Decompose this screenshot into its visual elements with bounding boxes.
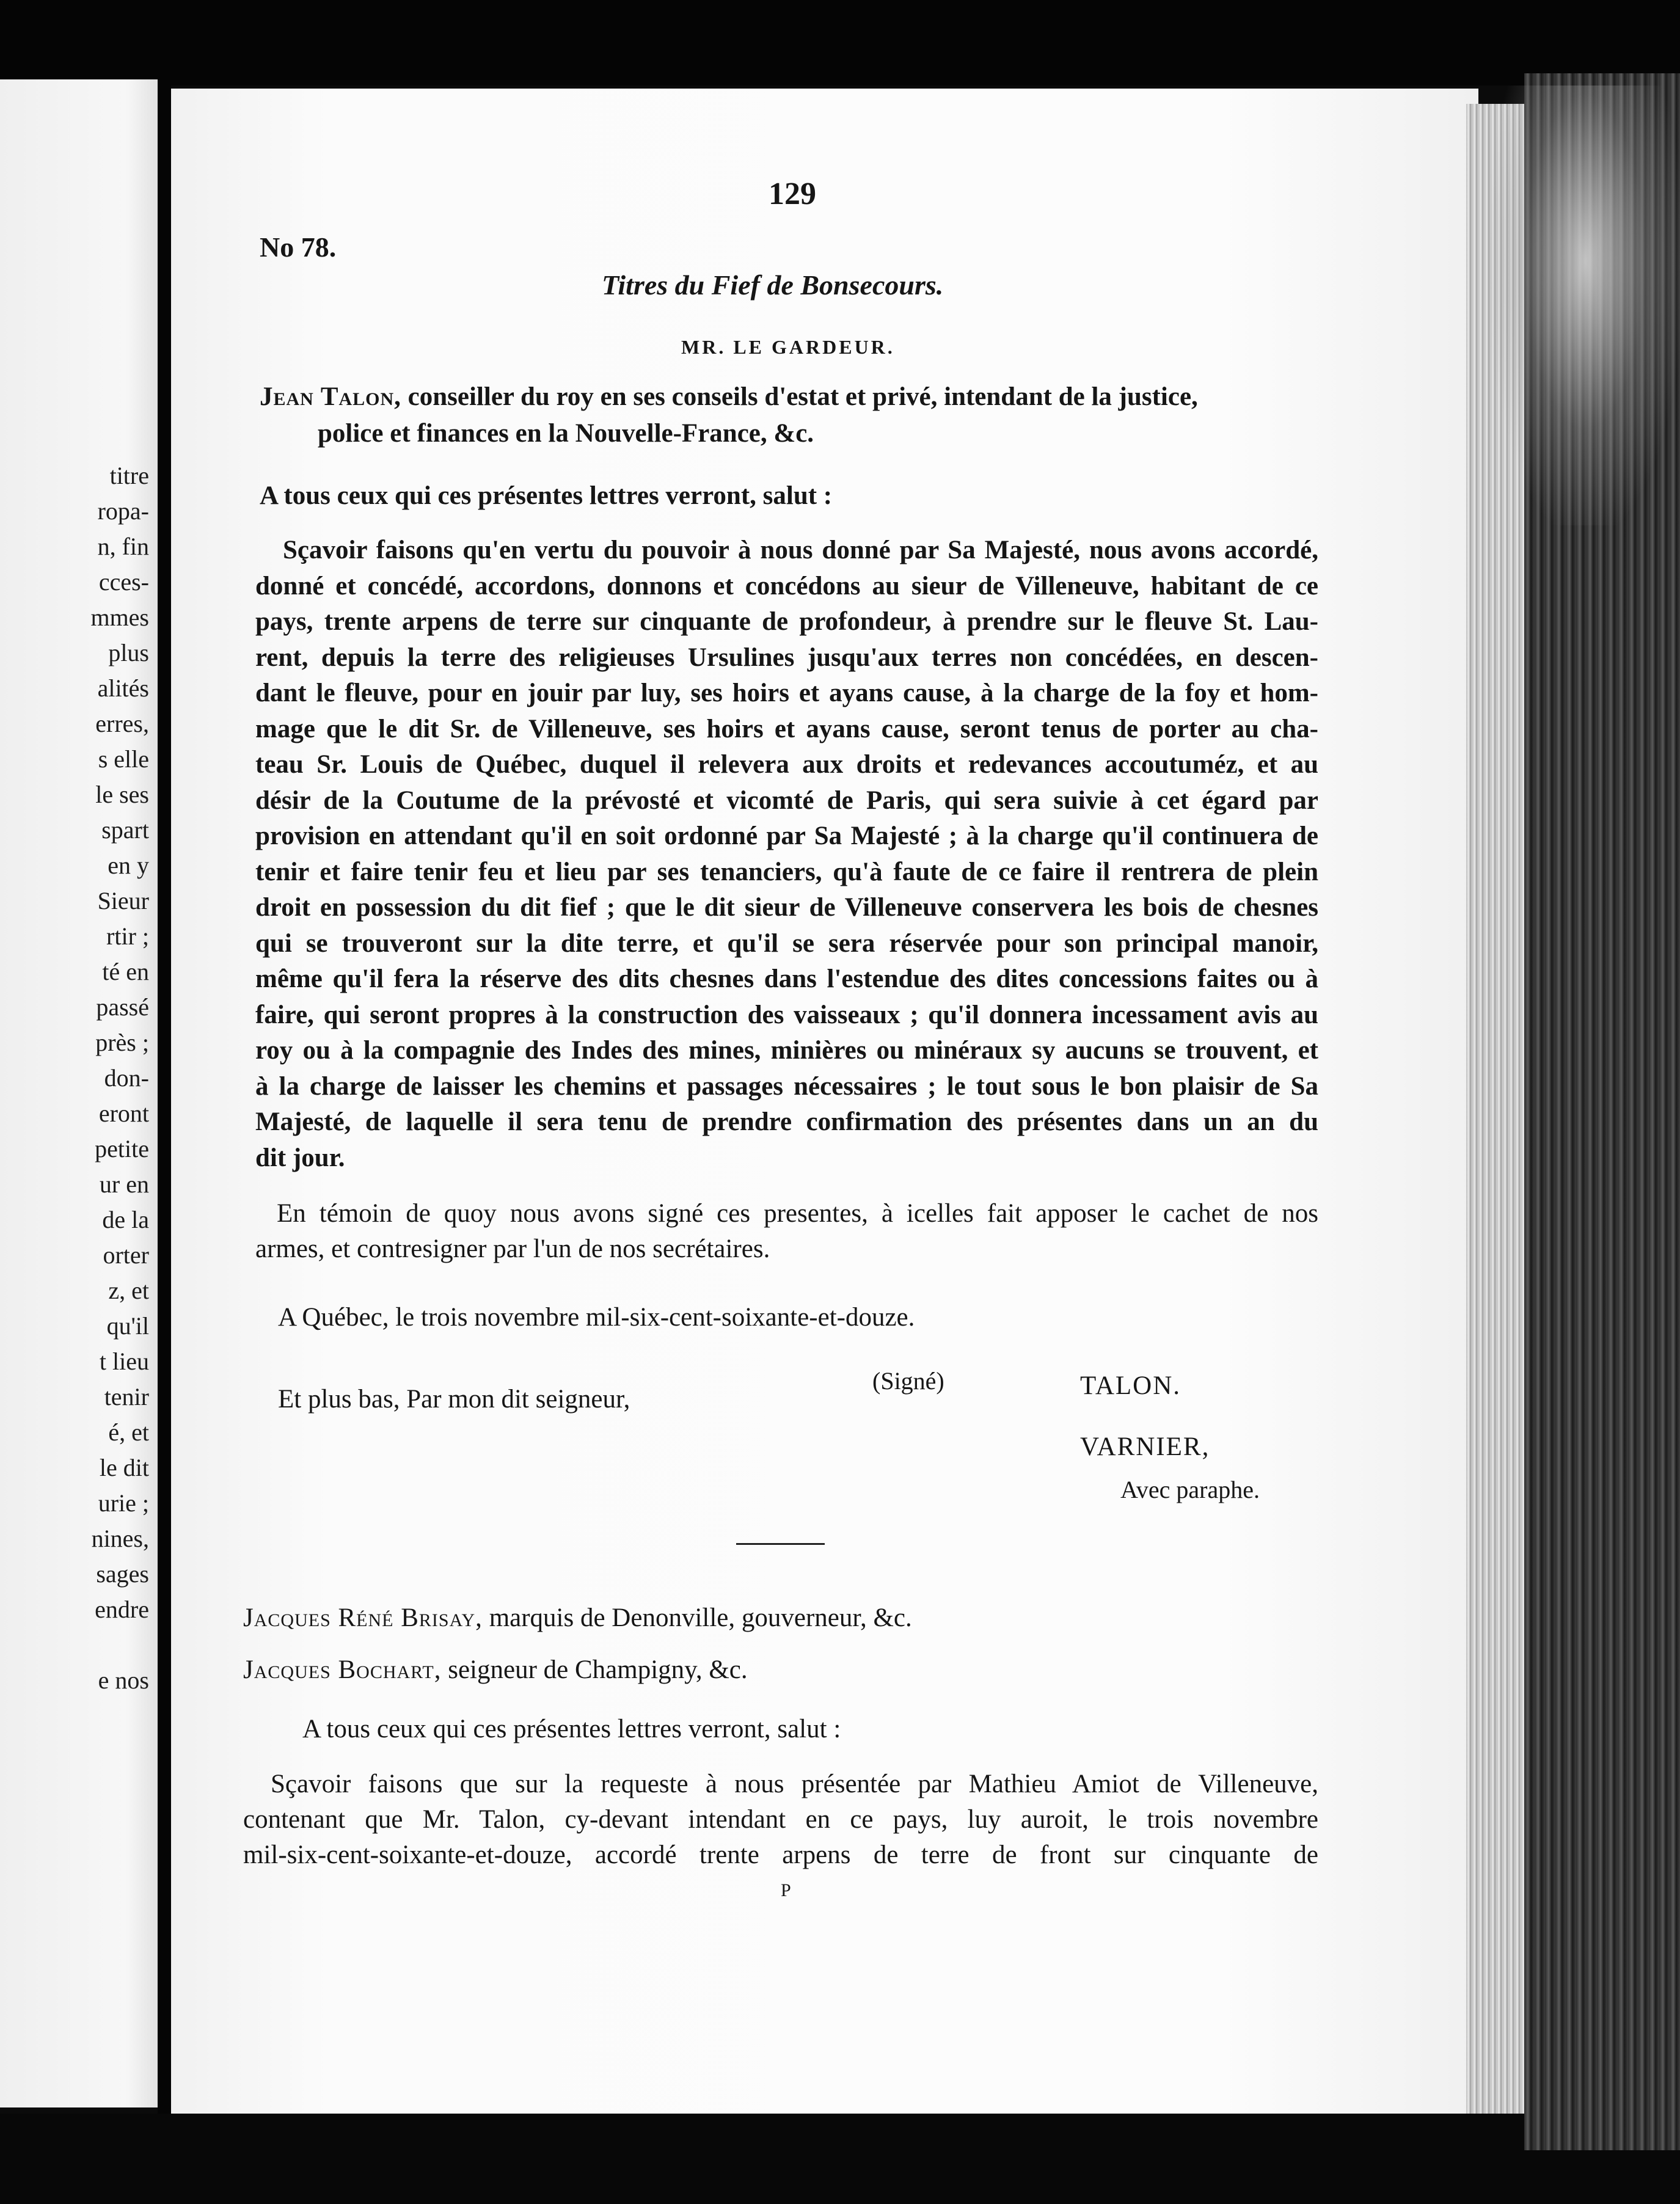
- witness-line: En témoin de quoy nous avons signé ces presentes, à icelles fait apposer le cachet de nos: [277, 1199, 1318, 1228]
- document-number: No 78.: [260, 232, 337, 263]
- signer-name: TALON.: [1080, 1371, 1181, 1400]
- facing-page-fragment: sages: [96, 1560, 149, 1588]
- body-line: teau Sr. Louis de Québec, duquel il relevera aux droits et redevances accoutuméz, et au: [255, 750, 1318, 779]
- page-number: 129: [769, 177, 816, 211]
- facing-page-fragment: ur en: [99, 1170, 149, 1198]
- facing-page-fragment: alités: [97, 674, 149, 702]
- intendant-title: seigneur de Champigny, &c.: [448, 1655, 748, 1684]
- scan-bottom-border: [0, 2114, 1680, 2204]
- facing-page-fragment: qu'il: [106, 1312, 149, 1340]
- witness-line: armes, et contresigner par l'un de nos secrétaires.: [255, 1235, 770, 1263]
- governor-title: marquis de Denonville, gouverneur, &c.: [489, 1604, 912, 1632]
- facing-page-fragment: rtir ;: [106, 922, 149, 950]
- body-line: dant le fleuve, pour en jouir par luy, ses hoirs et ayans cause, à la charge de la foy et hom-: [255, 679, 1318, 707]
- facing-page-fragment: de la: [102, 1206, 149, 1233]
- facing-page-fragment: eront: [98, 1100, 149, 1127]
- signature-mark: P: [781, 1880, 791, 1900]
- salutation-1: A tous ceux qui ces présentes lettres verront, salut :: [260, 481, 833, 510]
- intendant-line: [243, 1652, 748, 1688]
- body-line: Sçavoir faisons qu'en vertu du pouvoir à nous donné par Sa Majesté, nous avons accordé,: [283, 536, 1318, 564]
- facing-page-fragment: cces-: [98, 568, 149, 596]
- body-line: faire, qui seront propres à la construction des vaisseaux ; qu'il donnera incessament avis au: [255, 1000, 1318, 1029]
- grant-body: [255, 533, 1318, 1176]
- salutation-2: A tous ceux qui ces présentes lettres verront, salut :: [302, 1715, 841, 1743]
- facing-page-fragment: n, fin: [97, 533, 149, 560]
- body-line: pays, trente arpens de terre sur cinquante de profondeur, à prendre sur le fleuve St. Lau-: [255, 607, 1318, 636]
- signe-label: (Signé): [872, 1367, 944, 1395]
- facing-page-fragment: le dit: [99, 1454, 149, 1481]
- body-line: provision en attendant qu'il en soit ordonné par Sa Majesté ; à la charge qu'il continuera de: [255, 822, 1318, 850]
- et-plus-bas: Et plus bas, Par mon dit seigneur,: [278, 1385, 630, 1414]
- intendant-name: Jacques Bochart,: [243, 1655, 442, 1684]
- document-title: Titres du Fief de Bonsecours.: [602, 269, 944, 301]
- issuer-name: Jean Talon,: [260, 382, 401, 411]
- grantee-heading: MR. LE GARDEUR.: [681, 336, 895, 358]
- body-line: droit en possession du dit fief ; que le dit sieur de Villeneuve conservera les bois de chesnes: [255, 893, 1318, 922]
- facing-page-fragment: z, et: [108, 1277, 149, 1304]
- facing-page-fragment: titre: [109, 462, 149, 489]
- facing-page-fragment: endre: [95, 1596, 149, 1623]
- body-line: tenir et faire tenir feu et lieu par ses tenanciers, qu'à faute de ce faire il rentrera de plein: [255, 857, 1318, 886]
- facing-page-fragment: orter: [103, 1241, 149, 1269]
- facing-page-fragment: erres,: [95, 710, 149, 737]
- body-line: désir de la Coutume de la prévosté et vicomté de Paris, qui sera suivie à cet égard par: [255, 786, 1318, 815]
- facing-page-fragment: nines,: [91, 1525, 149, 1552]
- request-line: mil-six-cent-soixante-et-douze, accordé trente arpens de terre de front sur cinquante de: [243, 1841, 1318, 1869]
- facing-page-fragment: près ;: [95, 1029, 149, 1056]
- book-gutter: [158, 79, 171, 2114]
- facing-page-fragment: plus: [108, 639, 149, 666]
- facing-page-fragment: s elle: [98, 745, 149, 773]
- body-line: dit jour.: [255, 1143, 345, 1172]
- section-divider: [736, 1543, 825, 1545]
- body-line: mage que le dit Sr. de Villeneuve, ses hoirs et ayans cause, seront tenus de porter au cha-: [255, 714, 1318, 743]
- body-line: à la charge de laisser les chemins et passages nécessaires ; le tout sous le bon plaisir de Sa: [255, 1071, 1318, 1101]
- request-line: contenant que Mr. Talon, cy-devant intendant en ce pays, luy auroit, le trois novembre: [243, 1805, 1318, 1834]
- facing-page-fragment: e nos: [98, 1666, 149, 1694]
- body-line: donné et concédé, accordons, donnons et concédons au sieur de Villeneuve, habitant de ce: [255, 571, 1318, 600]
- facing-page-fragment: don-: [104, 1064, 149, 1092]
- facing-page-fragment: tenir: [104, 1383, 149, 1410]
- facing-page-fragment: té en: [102, 958, 149, 985]
- body-line: roy ou à la compagnie des Indes des mines, minières ou minéraux sy aucuns se trouvent, et: [255, 1036, 1318, 1065]
- facing-page-fragment: le ses: [95, 781, 149, 808]
- body-line: qui se trouveront sur la dite terre, et qu'il se sera réservée pour son principal manoir,: [255, 929, 1318, 958]
- facing-page-fragment: en y: [108, 852, 149, 879]
- secretary-name: VARNIER,: [1080, 1432, 1210, 1461]
- witness-clause: [255, 1196, 1318, 1267]
- facing-page-fragment: Sieur: [97, 887, 149, 914]
- body-line: même qu'il fera la réserve des dits chesnes dans l'estendue des dites concessions faites ou à: [255, 965, 1318, 993]
- issuer-line-2: police et finances en la Nouvelle-France, &c.: [318, 419, 814, 448]
- request-line: Sçavoir faisons que sur la requeste à nous présentée par Mathieu Amiot de Villeneuve,: [271, 1770, 1318, 1798]
- governor-name: Jacques Réné Brisay,: [243, 1604, 483, 1632]
- binding-glare: [1491, 86, 1680, 525]
- issuer-title: conseiller du roy en ses conseils d'estat et privé, intendant de la justice,: [407, 382, 1198, 411]
- facing-page-fragment: petite: [95, 1135, 149, 1162]
- paraphe-note: Avec paraphe.: [1120, 1476, 1260, 1503]
- facing-page-fragment: ropa-: [97, 497, 149, 525]
- issuer-line-1: [260, 379, 1198, 415]
- facing-page-fragment: mmes: [90, 604, 149, 631]
- body-line: Majesté, de laquelle il sera tenu de prendre confirmation des présentes dans un an du: [255, 1107, 1318, 1136]
- facing-page-fragment: passé: [96, 993, 149, 1021]
- facing-page-fragment: é, et: [108, 1418, 149, 1446]
- body-line: rent, depuis la terre des religieuses Ursulines jusqu'aux terres non concédées, en descen-: [255, 643, 1318, 672]
- place-date: A Québec, le trois novembre mil-six-cent-soixante-et-douze.: [278, 1303, 915, 1332]
- request-body: [243, 1767, 1318, 1873]
- facing-page: [0, 79, 158, 2107]
- scan-top-border: [0, 0, 1680, 86]
- facing-page-fragment: t lieu: [99, 1348, 149, 1375]
- governor-line: [243, 1600, 912, 1636]
- facing-page-fragment: spart: [101, 816, 149, 844]
- facing-page-fragment: urie ;: [98, 1489, 149, 1517]
